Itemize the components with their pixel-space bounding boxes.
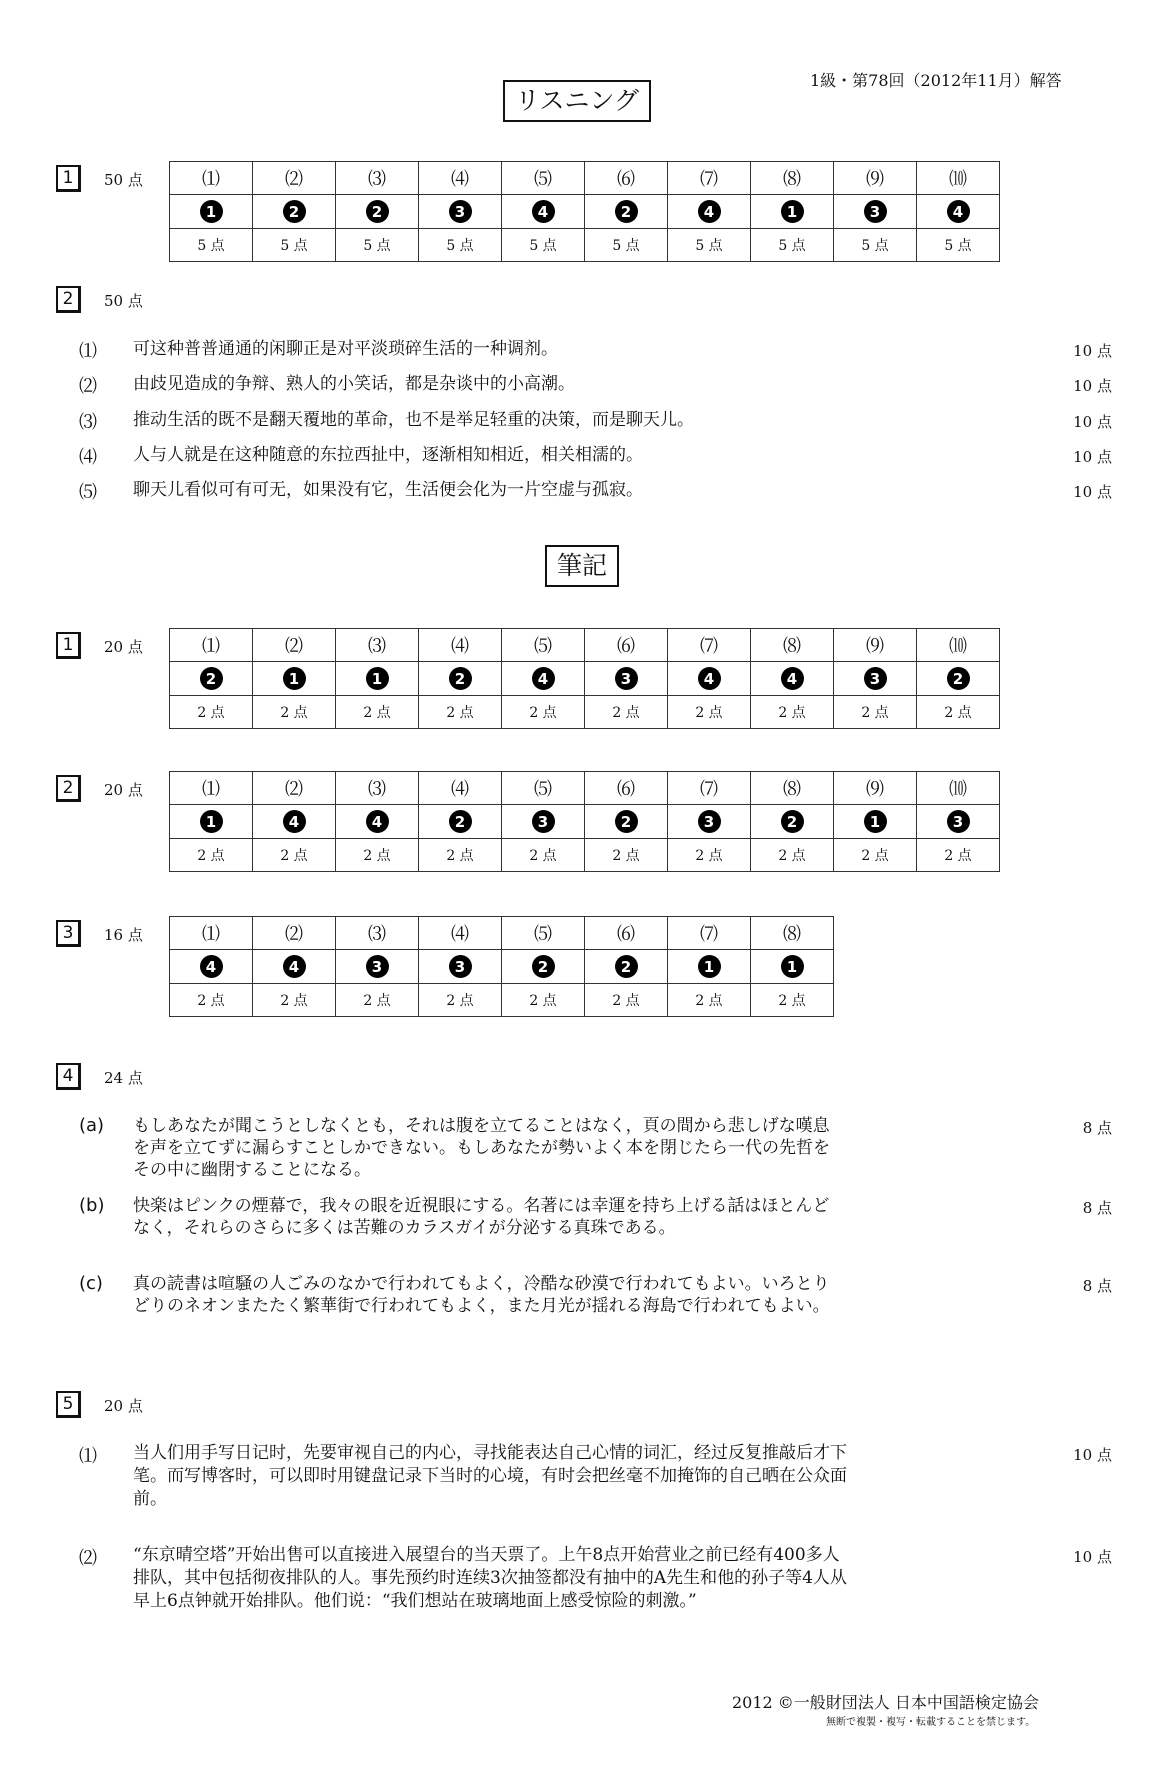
score-cell: 2 点	[253, 839, 336, 872]
score-cell: 5 点	[170, 229, 253, 262]
answer-item-text: 聊天儿看似可有可无，如果没有它，生活便会化为一片空虚与孤寂。	[133, 480, 643, 500]
answer-cell	[502, 805, 585, 839]
answer-cell	[170, 195, 253, 229]
table-row-scores	[170, 984, 834, 1017]
answer-choice-circle: 1	[781, 955, 804, 978]
writing-q1-number: 1	[56, 632, 81, 659]
score-cell: 2 点	[253, 696, 336, 729]
answer-item-text-line: なく，それらのさらに多くは苦難のカラスガイが分泌する真珠である。	[133, 1218, 676, 1238]
answer-item-text-line: を声を立てずに漏らすことしかできない。もしあなたが勢いよく本を閉じたら一代の先哲を	[133, 1138, 830, 1158]
question-label-cell: ⑶	[336, 162, 419, 195]
question-label-cell: ⑴	[170, 629, 253, 662]
table-row-answers	[170, 805, 1000, 839]
answer-item-points: 10 点	[1073, 342, 1112, 360]
answer-cell	[419, 195, 502, 229]
answer-cell	[419, 662, 502, 696]
writing-q3-number: 3	[56, 920, 81, 947]
answer-cell	[834, 195, 917, 229]
question-label-cell: ⑸	[502, 917, 585, 950]
score-cell: 2 点	[834, 839, 917, 872]
answer-cell	[751, 950, 834, 984]
answer-cell	[253, 805, 336, 839]
answer-choice-circle: 4	[200, 955, 223, 978]
answer-cell	[170, 805, 253, 839]
score-cell: 5 点	[751, 229, 834, 262]
table-row-labels	[170, 629, 1000, 662]
question-label-cell: ⑹	[585, 917, 668, 950]
answer-item-text: 由歧见造成的争辩、熟人的小笑话，都是杂谈中的小高潮。	[133, 374, 575, 394]
answer-choice-circle: 2	[449, 810, 472, 833]
question-label-cell: ⑺	[668, 772, 751, 805]
answer-choice-circle: 3	[864, 200, 887, 223]
answer-item-points: 10 点	[1073, 377, 1112, 395]
score-cell: 2 点	[917, 696, 1000, 729]
question-label-cell: ⑸	[502, 772, 585, 805]
answer-item-text-line: 早上6点钟就开始排队。他们说：“我们想站在玻璃地面上感受惊险的刺激。”	[133, 1591, 697, 1611]
answer-item-text-line: 当人们用手写日记时，先要审视自己的内心，寻找能表达自己心情的词汇，经过反复推敲后才下	[133, 1443, 847, 1463]
answer-choice-circle: 1	[698, 955, 721, 978]
footer-copyright: 2012 ©一般財団法人 日本中国語検定協会	[732, 1693, 1039, 1712]
question-label-cell: ⑻	[751, 772, 834, 805]
answer-choice-circle: 4	[532, 200, 555, 223]
answer-item-text-line: その中に幽閉することになる。	[133, 1160, 371, 1180]
writing-q5-points: 20 点	[104, 1397, 143, 1415]
listening-q2-number: 2	[56, 286, 81, 313]
score-cell: 2 点	[751, 696, 834, 729]
score-cell: 5 点	[585, 229, 668, 262]
answer-choice-circle: 3	[864, 667, 887, 690]
score-cell: 5 点	[253, 229, 336, 262]
score-cell: 5 点	[502, 229, 585, 262]
answer-choice-circle: 4	[698, 200, 721, 223]
answer-choice-circle: 1	[781, 200, 804, 223]
footer-notice: 無断で複製・複写・転載することを禁じます。	[826, 1717, 1036, 1728]
answer-choice-circle: 3	[449, 200, 472, 223]
score-cell: 2 点	[419, 984, 502, 1017]
table-row-answers	[170, 662, 1000, 696]
answer-item-text-line: どりのネオンまたたく繁華街で行われてもよく，また月光が揺れる海島で行われてもよい。	[133, 1296, 830, 1316]
writing-q2-points: 20 点	[104, 781, 143, 799]
answer-choice-circle: 2	[947, 667, 970, 690]
answer-choice-circle: 2	[283, 200, 306, 223]
answer-cell	[585, 662, 668, 696]
listening-q1-points: 50 点	[104, 171, 143, 189]
score-cell: 2 点	[419, 839, 502, 872]
listening-title: リスニング	[503, 80, 651, 122]
score-cell: 2 点	[668, 696, 751, 729]
question-label-cell: ⑽	[917, 629, 1000, 662]
answer-cell	[917, 195, 1000, 229]
answer-item-text-line: 真の読書は喧騒の人ごみのなかで行われてもよく，冷酷な砂漠で行われてもよい。いろとり	[133, 1274, 830, 1294]
answer-choice-circle: 4	[283, 810, 306, 833]
writing-q1-points: 20 点	[104, 638, 143, 656]
score-cell: 2 点	[751, 839, 834, 872]
writing-q2-number: 2	[56, 775, 81, 802]
answer-cell	[170, 662, 253, 696]
answer-cell	[502, 662, 585, 696]
table-row-labels	[170, 772, 1000, 805]
answer-item-points: 8 点	[1082, 1119, 1112, 1137]
answer-cell	[170, 950, 253, 984]
answer-item-points: 10 点	[1073, 448, 1112, 466]
answer-choice-circle: 2	[615, 810, 638, 833]
answer-cell	[668, 805, 751, 839]
answer-choice-circle: 2	[781, 810, 804, 833]
score-cell: 2 点	[253, 984, 336, 1017]
question-label-cell: ⑶	[336, 629, 419, 662]
question-label-cell: ⑼	[834, 162, 917, 195]
score-cell: 2 点	[834, 696, 917, 729]
answer-item-text-line: 笔。而写博客时，可以即时用键盘记录下当时的心境，有时会把丝毫不加掩饰的自己晒在公众面	[133, 1466, 847, 1486]
answer-choice-circle: 4	[781, 667, 804, 690]
answer-cell	[834, 805, 917, 839]
answer-choice-circle: 1	[200, 200, 223, 223]
answer-item-points: 10 点	[1073, 1446, 1112, 1464]
answer-cell	[751, 662, 834, 696]
answer-item-label: ⑶	[79, 412, 97, 433]
score-cell: 2 点	[585, 839, 668, 872]
table-row-scores	[170, 839, 1000, 872]
answer-cell	[668, 195, 751, 229]
answer-item-text-line: もしあなたが聞こうとしなくとも，それは腹を立てることはなく，頁の間から悲しげな嘆息	[133, 1116, 830, 1136]
answer-cell	[668, 950, 751, 984]
score-cell: 2 点	[668, 984, 751, 1017]
table-row-labels	[170, 917, 834, 950]
answer-item-text: 可这种普普通通的闲聊正是对平淡琐碎生活的一种调剂。	[133, 339, 558, 359]
answer-item-points: 8 点	[1082, 1277, 1112, 1295]
score-cell: 2 点	[668, 839, 751, 872]
score-cell: 2 点	[502, 839, 585, 872]
score-cell: 2 点	[585, 984, 668, 1017]
score-cell: 5 点	[917, 229, 1000, 262]
question-label-cell: ⑼	[834, 629, 917, 662]
writing-q5-number: 5	[56, 1391, 81, 1418]
question-label-cell: ⑺	[668, 162, 751, 195]
answer-choice-circle: 2	[366, 200, 389, 223]
answer-item-label: ⑷	[79, 447, 97, 468]
answer-choice-circle: 4	[283, 955, 306, 978]
writing-q2-answer-table	[169, 771, 1000, 872]
question-label-cell: ⑸	[502, 162, 585, 195]
answer-choice-circle: 1	[283, 667, 306, 690]
answer-item-text-line: “东京晴空塔”开始出售可以直接进入展望台的当天票了。上午8点开始营业之前已经有400多人	[133, 1545, 840, 1565]
answer-item-points: 10 点	[1073, 483, 1112, 501]
answer-cell	[419, 805, 502, 839]
answer-choice-circle: 3	[366, 955, 389, 978]
answer-choice-circle: 4	[366, 810, 389, 833]
writing-q3-points: 16 点	[104, 926, 143, 944]
answer-cell	[253, 950, 336, 984]
writing-q4-number: 4	[56, 1063, 81, 1090]
writing-title: 筆記	[545, 545, 619, 587]
answer-item-text: 推动生活的既不是翻天覆地的革命，也不是举足轻重的决策，而是聊天儿。	[133, 410, 694, 430]
score-cell: 5 点	[419, 229, 502, 262]
question-label-cell: ⑻	[751, 917, 834, 950]
question-label-cell: ⑻	[751, 629, 834, 662]
question-label-cell: ⑵	[253, 162, 336, 195]
score-cell: 2 点	[170, 984, 253, 1017]
question-label-cell: ⑷	[419, 629, 502, 662]
answer-choice-circle: 2	[532, 955, 555, 978]
answer-item-label: ⑴	[79, 341, 97, 362]
score-cell: 2 点	[336, 696, 419, 729]
question-label-cell: ⑺	[668, 629, 751, 662]
table-row-scores	[170, 229, 1000, 262]
answer-choice-circle: 2	[615, 955, 638, 978]
question-label-cell: ⑴	[170, 772, 253, 805]
answer-item-points: 8 点	[1082, 1199, 1112, 1217]
listening-q1-number: 1	[56, 165, 81, 192]
answer-cell	[668, 662, 751, 696]
answer-item-label: ⑸	[79, 482, 97, 503]
score-cell: 5 点	[336, 229, 419, 262]
answer-cell	[336, 195, 419, 229]
question-label-cell: ⑵	[253, 772, 336, 805]
question-label-cell: ⑹	[585, 162, 668, 195]
answer-cell	[751, 805, 834, 839]
answer-choice-circle: 3	[615, 667, 638, 690]
table-row-scores	[170, 696, 1000, 729]
answer-item-label: (c)	[79, 1273, 103, 1294]
answer-item-text-line: 快楽はピンクの煙幕で，我々の眼を近視眼にする。名著には幸運を持ち上げる話はほとんど	[133, 1196, 830, 1216]
question-label-cell: ⑻	[751, 162, 834, 195]
answer-cell	[419, 950, 502, 984]
question-label-cell: ⑽	[917, 772, 1000, 805]
table-row-answers	[170, 195, 1000, 229]
score-cell: 2 点	[917, 839, 1000, 872]
question-label-cell: ⑵	[253, 917, 336, 950]
answer-cell	[502, 950, 585, 984]
exam-info: 1級・第78回（2012年11月）解答	[810, 71, 1062, 90]
score-cell: 2 点	[336, 984, 419, 1017]
answer-cell	[917, 662, 1000, 696]
answer-cell	[336, 950, 419, 984]
answer-choice-circle: 1	[366, 667, 389, 690]
answer-item-label: (b)	[79, 1195, 105, 1216]
answer-choice-circle: 4	[698, 667, 721, 690]
writing-q1-answer-table	[169, 628, 1000, 729]
answer-cell	[336, 662, 419, 696]
table-row-answers	[170, 950, 834, 984]
question-label-cell: ⑵	[253, 629, 336, 662]
score-cell: 5 点	[668, 229, 751, 262]
answer-choice-circle: 3	[449, 955, 472, 978]
answer-choice-circle: 3	[947, 810, 970, 833]
question-label-cell: ⑷	[419, 162, 502, 195]
question-label-cell: ⑷	[419, 772, 502, 805]
answer-choice-circle: 3	[698, 810, 721, 833]
score-cell: 2 点	[419, 696, 502, 729]
answer-cell	[502, 195, 585, 229]
answer-item-points: 10 点	[1073, 413, 1112, 431]
score-cell: 2 点	[170, 839, 253, 872]
answer-item-label: ⑵	[79, 376, 97, 397]
answer-choice-circle: 3	[532, 810, 555, 833]
question-label-cell: ⑸	[502, 629, 585, 662]
question-label-cell: ⑺	[668, 917, 751, 950]
answer-cell	[751, 195, 834, 229]
answer-choice-circle: 1	[200, 810, 223, 833]
writing-q4-points: 24 点	[104, 1069, 143, 1087]
answer-choice-circle: 2	[200, 667, 223, 690]
answer-choice-circle: 4	[532, 667, 555, 690]
answer-cell	[585, 805, 668, 839]
score-cell: 2 点	[585, 696, 668, 729]
question-label-cell: ⑽	[917, 162, 1000, 195]
writing-q3-answer-table	[169, 916, 834, 1017]
question-label-cell: ⑴	[170, 917, 253, 950]
question-label-cell: ⑶	[336, 917, 419, 950]
score-cell: 2 点	[502, 984, 585, 1017]
listening-q2-points: 50 点	[104, 292, 143, 310]
answer-choice-circle: 2	[449, 667, 472, 690]
question-label-cell: ⑹	[585, 772, 668, 805]
listening-q1-answer-table	[169, 161, 1000, 262]
answer-item-text-line: 排队，其中包括彻夜排队的人。事先预约时连续3次抽签都没有抽中的A先生和他的孙子等4人从	[133, 1568, 847, 1588]
answer-choice-circle: 2	[615, 200, 638, 223]
answer-item-label: ⑵	[79, 1548, 97, 1569]
score-cell: 2 点	[502, 696, 585, 729]
question-label-cell: ⑶	[336, 772, 419, 805]
score-cell: 2 点	[336, 839, 419, 872]
question-label-cell: ⑷	[419, 917, 502, 950]
score-cell: 2 点	[751, 984, 834, 1017]
answer-cell	[585, 195, 668, 229]
answer-item-label: (a)	[79, 1115, 105, 1136]
question-label-cell: ⑹	[585, 629, 668, 662]
answer-cell	[917, 805, 1000, 839]
table-row-labels	[170, 162, 1000, 195]
score-cell: 5 点	[834, 229, 917, 262]
question-label-cell: ⑴	[170, 162, 253, 195]
answer-choice-circle: 4	[947, 200, 970, 223]
answer-cell	[834, 662, 917, 696]
answer-item-label: ⑴	[79, 1446, 97, 1467]
answer-item-points: 10 点	[1073, 1548, 1112, 1566]
answer-cell	[585, 950, 668, 984]
question-label-cell: ⑼	[834, 772, 917, 805]
score-cell: 2 点	[170, 696, 253, 729]
answer-choice-circle: 1	[864, 810, 887, 833]
answer-item-text: 人与人就是在这种随意的东拉西扯中，逐渐相知相近，相关相濡的。	[133, 445, 643, 465]
answer-cell	[253, 662, 336, 696]
answer-cell	[253, 195, 336, 229]
answer-item-text-line: 前。	[133, 1489, 167, 1509]
answer-cell	[336, 805, 419, 839]
